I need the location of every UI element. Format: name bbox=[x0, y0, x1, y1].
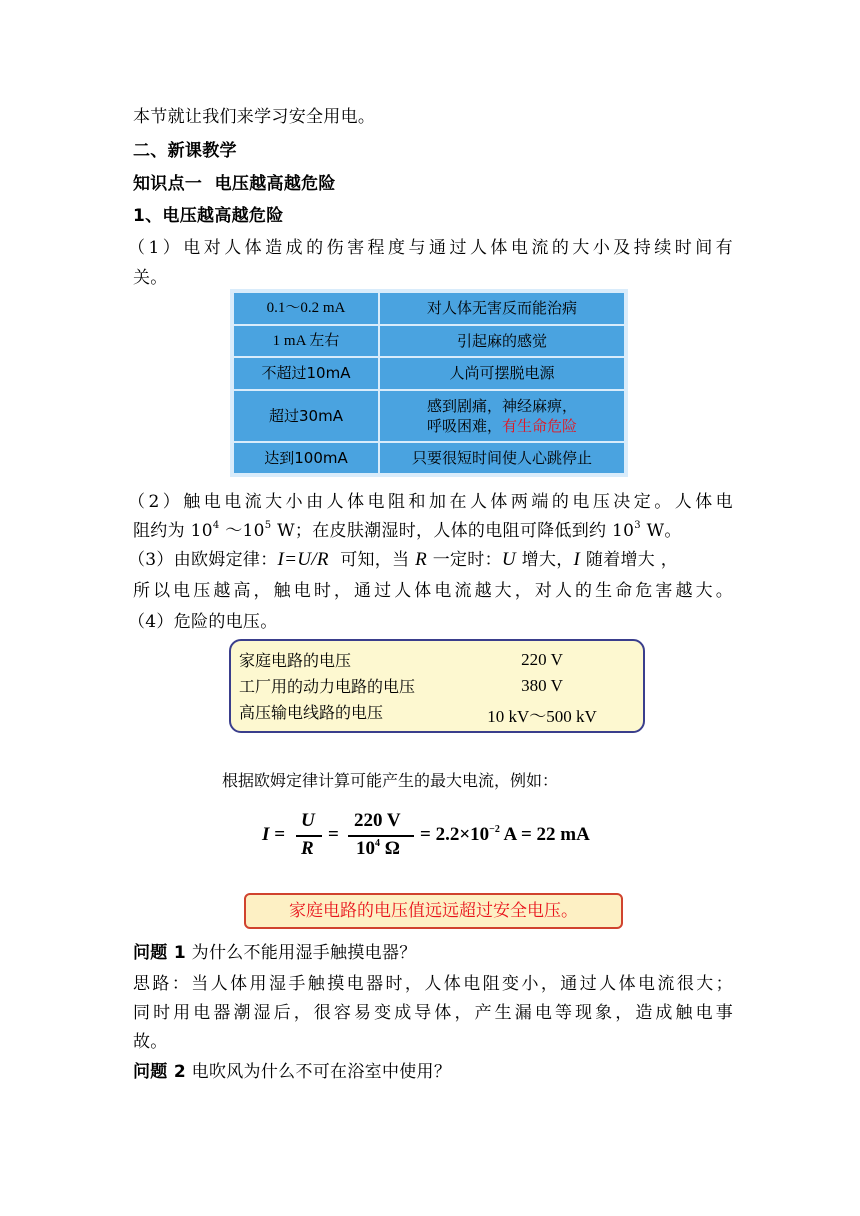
question-label: 问题 1 bbox=[133, 943, 186, 963]
question-text: 为什么不能用湿手触摸电器？ bbox=[185, 943, 417, 963]
text: 阻约为 10 bbox=[133, 521, 213, 541]
exponent: 4 bbox=[212, 520, 220, 531]
formula-lhs: I = bbox=[262, 824, 285, 845]
text: A = 22 mA bbox=[499, 824, 590, 845]
voltage-value: 380 V bbox=[521, 676, 563, 695]
formula-result bbox=[420, 824, 590, 846]
variable: I bbox=[573, 549, 581, 570]
intro-text: 本节就让我们来学习安全用电。 bbox=[133, 107, 376, 127]
effect-line bbox=[381, 416, 623, 436]
effect-cell: 引起麻的感觉 bbox=[380, 326, 624, 357]
formula-numerator: U bbox=[301, 810, 315, 831]
table-row bbox=[234, 443, 624, 474]
exponent: 3 bbox=[634, 520, 641, 531]
voltage-row bbox=[239, 702, 383, 724]
effect-text: 呼吸困难， bbox=[426, 416, 502, 435]
text: = 2.2×10 bbox=[420, 824, 490, 845]
fraction-bar bbox=[348, 835, 414, 837]
effect-cell: 只要很短时间使人心跳停止 bbox=[380, 443, 624, 474]
calculation-caption: 根据欧姆定律计算可能产生的最大电流，例如： bbox=[222, 771, 559, 790]
text: 增大， bbox=[515, 550, 574, 570]
knowledge-title: 知识点一 电压越高越危险 bbox=[133, 174, 336, 194]
exponent: −2 bbox=[489, 824, 500, 835]
voltage-label: 高压输电线路的电压 bbox=[239, 703, 384, 722]
para3-line2: 所以电压越高，触电时，通过人体电流越大，对人的生命危害越大。 bbox=[133, 581, 733, 601]
effect-cell: 人尚可摆脱电源 bbox=[380, 358, 624, 389]
ohm-law-formula: I=U/R bbox=[277, 549, 329, 570]
voltage-label: 工厂用的动力电路的电压 bbox=[239, 677, 416, 696]
current-cell: 1 mA 左右 bbox=[234, 326, 378, 357]
para1-line1: （1）电对人体造成的伤害程度与通过人体电流的大小及持续时间有 bbox=[128, 238, 733, 258]
text: 随着增大 ， bbox=[580, 550, 679, 570]
current-cell: 0.1～0.2 mA bbox=[234, 293, 378, 324]
danger-text: 有生命危险 bbox=[502, 416, 578, 435]
table-row bbox=[234, 358, 624, 389]
answer1-line1: 思路：当人体用湿手触摸电器时，人体电阻变小，通过人体电流很大； bbox=[133, 974, 733, 994]
effect-cell: 对人体无害反而能治病 bbox=[380, 293, 624, 324]
para1-line2: 关。 bbox=[133, 268, 168, 288]
voltage-row bbox=[239, 676, 415, 698]
voltage-label: 家庭电路的电压 bbox=[239, 651, 352, 670]
table-row bbox=[234, 326, 624, 357]
question-1 bbox=[133, 942, 733, 964]
current-formula bbox=[258, 808, 618, 864]
formula-numerator: 220 V bbox=[354, 810, 401, 831]
text: 一定时： bbox=[427, 550, 502, 570]
para4: （4）危险的电压。 bbox=[128, 612, 278, 632]
formula-denominator: R bbox=[301, 838, 314, 859]
para2-line1: （2）触电电流大小由人体电阻和加在人体两端的电压决定。人体电 bbox=[128, 492, 733, 512]
fraction-bar bbox=[296, 835, 322, 837]
exponent: 5 bbox=[264, 520, 272, 531]
variable: U bbox=[501, 549, 516, 570]
voltage-value: 10 kV～500 kV bbox=[487, 707, 597, 726]
effect-cell bbox=[380, 391, 624, 441]
effect-line: 感到剧痛，神经麻痹， bbox=[426, 396, 577, 415]
table-row bbox=[234, 391, 624, 441]
table-row bbox=[234, 293, 624, 324]
subsection-title: 1、电压越高越危险 bbox=[133, 206, 284, 226]
question-label: 问题 2 bbox=[133, 1062, 186, 1082]
text: Ω bbox=[380, 838, 400, 859]
variable: R bbox=[415, 549, 427, 570]
voltage-value: 220 V bbox=[521, 650, 563, 669]
text: W；在皮肤潮湿时，人体的电阻可降低到约 10 bbox=[271, 521, 635, 541]
answer1-line2: 同时用电器潮湿后，很容易变成导体，产生漏电等现象，造成触电事 bbox=[133, 1003, 733, 1023]
para3-line1 bbox=[128, 549, 728, 571]
voltage-row bbox=[239, 650, 351, 672]
current-effect-table bbox=[230, 289, 628, 477]
warning-banner: 家庭电路的电压值远远超过安全电压。 bbox=[244, 893, 623, 929]
formula-equals: = bbox=[328, 824, 339, 845]
text: 10 bbox=[356, 838, 375, 859]
text: 可知，当 bbox=[328, 550, 416, 570]
current-cell: 达到100mA bbox=[234, 443, 378, 474]
current-cell: 不超过10mA bbox=[234, 358, 378, 389]
current-cell: 超过30mA bbox=[234, 391, 378, 441]
section-title: 二、新课教学 bbox=[133, 141, 237, 161]
exponent: 4 bbox=[375, 838, 380, 849]
danger-voltage-box bbox=[229, 639, 645, 733]
text: W。 bbox=[640, 521, 682, 541]
text: （3）由欧姆定律： bbox=[128, 550, 278, 570]
para2-line2 bbox=[133, 520, 733, 542]
formula-denominator bbox=[356, 838, 400, 860]
text: ～10 bbox=[219, 521, 265, 541]
answer1-line3: 故。 bbox=[133, 1032, 168, 1052]
question-text: 电吹风为什么不可在浴室中使用？ bbox=[185, 1062, 452, 1082]
question-2 bbox=[133, 1061, 733, 1083]
